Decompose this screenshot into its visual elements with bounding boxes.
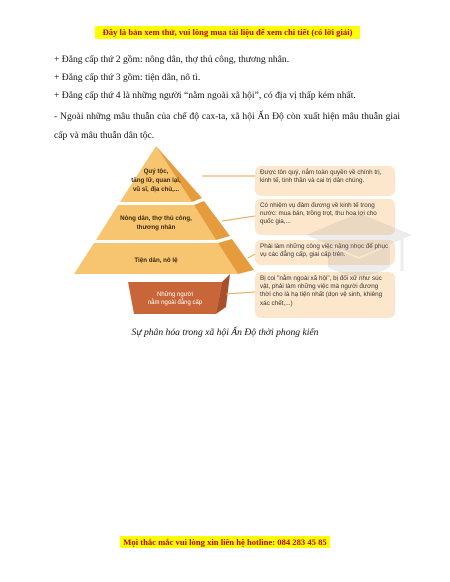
- tier-2-label-2: thương nhân: [136, 224, 176, 231]
- caste-4-line: + Đẳng cấp thứ 4 là những người “nằm ngoài xã hội”, có địa vị thấp kém nhất.: [54, 90, 356, 101]
- conflict-paragraph: - Ngoài những mâu thuẫn của chế độ cax-ta, xã hội Ấn Độ còn xuất hiện mâu thuẫn giai cấp và mâu thuẫn dân tộc.: [54, 111, 400, 141]
- tier-1-label-2: tăng lữ, quan lại,: [131, 177, 181, 184]
- tier-2-description: Có nhiệm vụ đảm đương về kinh tế trong nước: mua bán, trồng trọt, thu hoa lợi cho quốc gia,...: [255, 199, 395, 235]
- connector-line: [226, 292, 255, 294]
- connector-line: [248, 254, 255, 258]
- connector-line: [222, 216, 255, 221]
- tier-1-label-1: Quý tộc,: [143, 168, 169, 175]
- tier-1-label-3: vũ sĩ, địa chủ,...: [132, 186, 180, 193]
- hotline-footer: Mọi thắc mắc vui lòng xin liên hệ hotline: 084 283 45 85: [120, 536, 330, 548]
- tier-2-label-1: Nông dân, thợ thủ công,: [120, 215, 192, 222]
- preview-banner: Đây là bản xem thử, vui lòng mua tài liệu để xem chi tiết (có lời giải): [95, 26, 360, 39]
- caste-3-line: + Đẳng cấp thứ 3 gồm: tiện dân, nô tì.: [54, 72, 201, 83]
- tier-4-label-2: nằm ngoài đẳng cấp: [147, 300, 203, 306]
- tier-3-label: Tiện dân, nô lệ: [134, 257, 178, 264]
- outcast-box: [128, 282, 222, 314]
- tier-4-description: Bị coi "nằm ngoài xã hội", bị đối xử như súc vật, phải làm những việc mà người đương thời cho là hạ tiện nhất (dọn vệ sinh, khiêng xác chết,...): [255, 272, 395, 318]
- figure-caption: Sự phân hóa trong xã hội Ấn Độ thời phong kiến: [131, 327, 319, 338]
- tier-1-description: Được tôn quý, nắm toàn quyền về chính trị, kinh tế, tinh thần và cai trị dân chúng.: [255, 166, 395, 196]
- tier-3-description: Phải làm những công việc nặng nhọc để phục vụ các đẳng cấp, giai cấp trên.: [255, 240, 395, 265]
- graduation-cap-icon: [304, 205, 414, 295]
- tier-4-label-1: Những người: [157, 292, 193, 298]
- caste-2-line: + Đẳng cấp thứ 2 gồm: nông dân, thợ thủ công, thương nhân.: [54, 54, 290, 65]
